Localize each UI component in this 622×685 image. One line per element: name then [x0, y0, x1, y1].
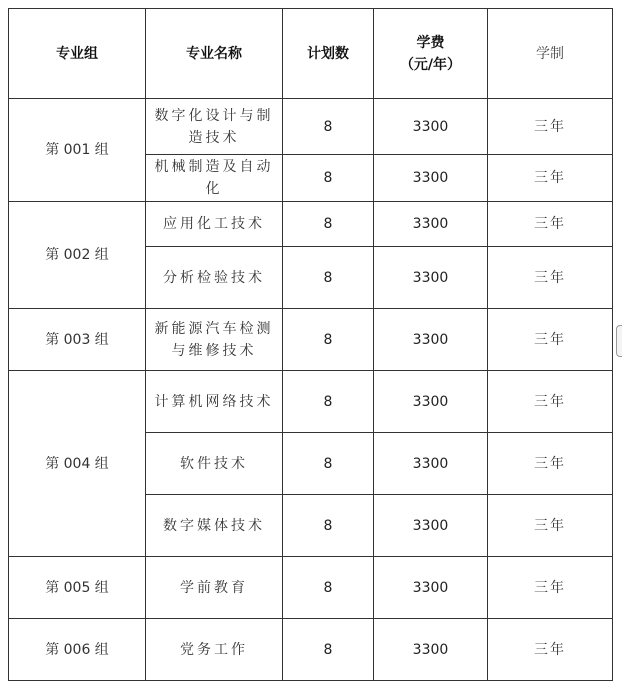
fee-cell: 3300 [374, 155, 488, 202]
major-cell: 软件技术 [146, 433, 283, 495]
major-cell: 数字化设计与制造技术 [146, 99, 283, 155]
quota-cell: 8 [283, 371, 374, 433]
length-cell: 三年 [488, 433, 613, 495]
group-cell: 第 003 组 [9, 309, 146, 371]
major-cell: 分析检验技术 [146, 247, 283, 309]
quota-cell: 8 [283, 557, 374, 619]
fee-cell: 3300 [374, 247, 488, 309]
fee-cell: 3300 [374, 309, 488, 371]
table-row [9, 557, 613, 619]
table-row [9, 202, 613, 247]
length-cell: 三年 [488, 99, 613, 155]
quota-cell: 8 [283, 99, 374, 155]
quota-cell: 8 [283, 309, 374, 371]
fee-cell: 3300 [374, 202, 488, 247]
quota-cell: 8 [283, 619, 374, 681]
length-cell: 三年 [488, 495, 613, 557]
fee-cell: 3300 [374, 371, 488, 433]
header-major: 专业名称 [146, 9, 283, 99]
major-cell: 机械制造及自动化 [146, 155, 283, 202]
header-fee-line1: 学费 [416, 34, 445, 51]
major-cell: 应用化工技术 [146, 202, 283, 247]
header-group: 专业组 [9, 9, 146, 99]
length-cell: 三年 [488, 155, 613, 202]
fee-cell: 3300 [374, 495, 488, 557]
quota-cell: 8 [283, 433, 374, 495]
major-cell: 党务工作 [146, 619, 283, 681]
length-cell: 三年 [488, 557, 613, 619]
major-cell: 计算机网络技术 [146, 371, 283, 433]
fee-cell: 3300 [374, 619, 488, 681]
group-cell: 第 005 组 [9, 557, 146, 619]
fee-cell: 3300 [374, 433, 488, 495]
header-row [9, 9, 613, 99]
length-cell: 三年 [488, 619, 613, 681]
table-row [9, 371, 613, 433]
table-row [9, 619, 613, 681]
group-cell: 第 006 组 [9, 619, 146, 681]
side-scroll-tab[interactable] [616, 325, 622, 357]
group-cell: 第 002 组 [9, 202, 146, 309]
fee-cell: 3300 [374, 557, 488, 619]
fee-cell: 3300 [374, 99, 488, 155]
enrollment-plan-table [8, 8, 613, 681]
group-cell: 第 004 组 [9, 371, 146, 557]
length-cell: 三年 [488, 309, 613, 371]
length-cell: 三年 [488, 371, 613, 433]
header-length: 学制 [488, 9, 613, 99]
header-fee [374, 9, 488, 99]
header-quota: 计划数 [283, 9, 374, 99]
major-cell: 新能源汽车检测与维修技术 [146, 309, 283, 371]
group-cell: 第 001 组 [9, 99, 146, 202]
major-cell: 数字媒体技术 [146, 495, 283, 557]
length-cell: 三年 [488, 202, 613, 247]
quota-cell: 8 [283, 247, 374, 309]
quota-cell: 8 [283, 495, 374, 557]
table-row [9, 99, 613, 155]
length-cell: 三年 [488, 247, 613, 309]
quota-cell: 8 [283, 202, 374, 247]
header-fee-line2: （元/年） [399, 56, 462, 73]
table-row [9, 309, 613, 371]
major-cell: 学前教育 [146, 557, 283, 619]
quota-cell: 8 [283, 155, 374, 202]
